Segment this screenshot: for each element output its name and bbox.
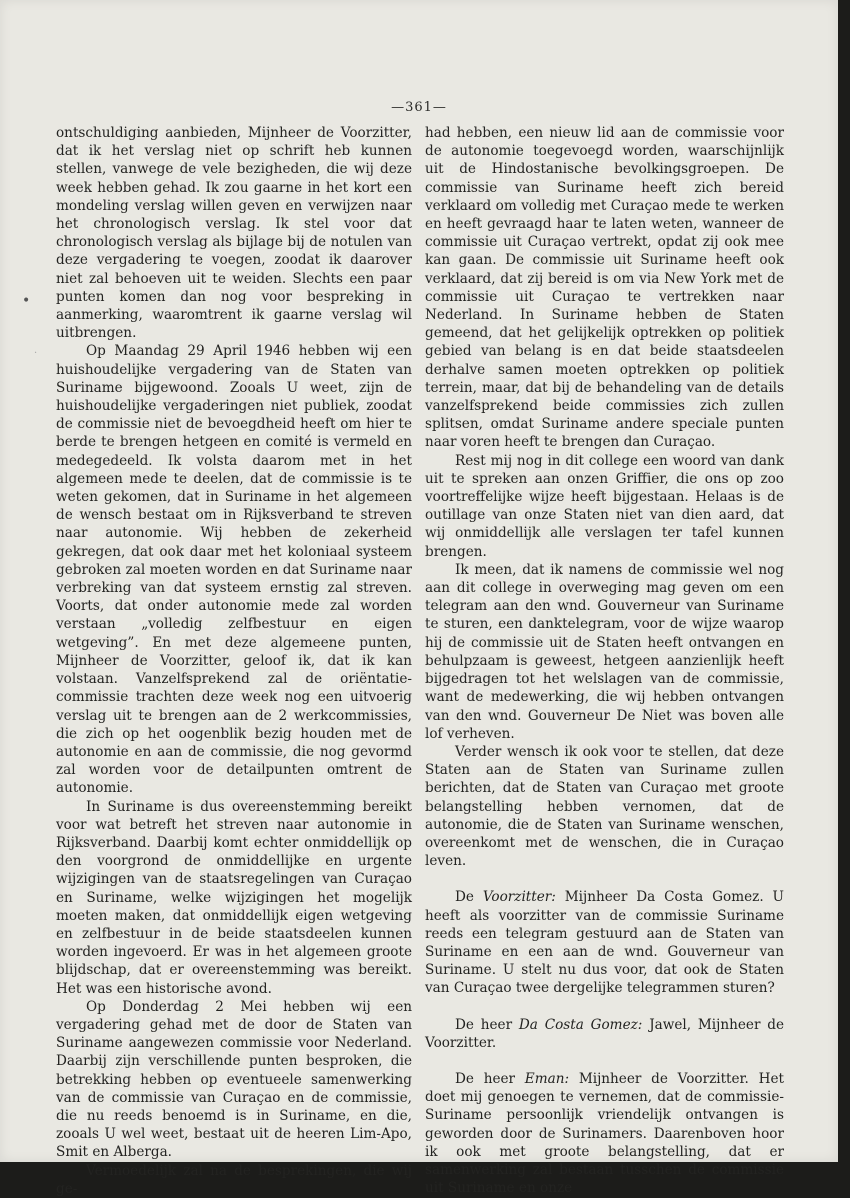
speech-text: Mijnheer Da Costa Gomez. U heeft als voorzitter van de commissie Suriname reeds een telegram gestuurd aan de Staten van Suriname en een aan de wnd. Gouverneur van Suriname. U stelt nu dus voor, dat ook de Staten van Curaçao twee dergelijke telegrammen sturen? <box>425 889 784 997</box>
paragraph: Rest mij nog in dit college een woord van dank uit te spreken aan onzen Griffier, die ons op zoo voortreffelijke wijze heeft bijgestaan. Helaas is de outillage van onze Staten niet van dien aard, dat wij onmiddellijk alle verslagen ter tafel kunnen brengen. <box>425 452 784 560</box>
paragraph: Ik meen, dat ik namens de commissie wel nog aan dit college in overweging mag geven om een telegram aan den wnd. Gouverneur van Suriname te sturen, een danktelegram, voor de wijze waarop hij de commissie uit de Staten heeft ontvangen en behulpzaam is geweest, hetgeen aanzienlijk heeft bijgedragen tot het welslagen van de commissie, want de medewerking, die wij hebben ontvangen van den wnd. Gouverneur De Niet was boven alle lof verheven. <box>425 561 784 742</box>
paragraph: In Suriname is dus overeenstemming bereikt voor wat betreft het streven naar autonomie in Rijksverband. Daarbij komt echter onmiddellijk op den voorgrond de onmiddellijke en urgente wijzigingen van de staatsregelingen van Curaçao en Suriname, welke wijzigingen het mogelijk moeten maken, dat onmiddellijk eigen wetgeving en zelfbestuur in de beide staatsdeelen kunnen worden ingevoerd. Er was in het algemeen groote blijdschap, dat er overeenstemming was bereikt. Het was een historische avond. <box>56 798 412 997</box>
paragraph: Op Maandag 29 April 1946 hebben wij een huishoudelijke vergadering van de Staten van Suriname bijgewoond. Zooals U weet, zijn de huishoudelijke vergaderingen niet publiek, zoodat de commissie niet de bevoegdheid heeft om hier te berde te brengen hetgeen en comité is vermeld en medegedeeld. Ik volsta daarom met in het algemeen mede te deelen, dat de commissie is te weten gekomen, dat in Suriname in het algemeen de wensch bestaat om in Rijksverband te streven naar autonomie. Wij hebben de zekerheid gekregen, dat ook daar met het koloniaal systeem gebroken zal moeten worden en dat Suriname naar verbreking van dat systeem ernstig zal streven. Voorts, dat onder autonomie mede zal worden verstaan „volledig zelfbestuur en eigen wetgeving”. En met deze algemeene punten, Mijnheer de Voorzitter, geloof ik, dat ik kan volstaan. Vanzelfsprekend zal de oriëntatie-commissie trachten deze week nog een uitvoerig verslag uit te brengen aan de 2 werkcommissies, die zich op het oogenblik bezig houden met de autonomie en aan de commissie, die nog gevormd zal worden voor de detailpunten omtrent de autonomie. <box>56 343 412 797</box>
speaker-name: Eman: <box>524 1070 570 1087</box>
left-column <box>56 124 412 1198</box>
page-number: —361— <box>391 100 447 115</box>
right-column <box>425 124 784 1197</box>
speech-prefix: De <box>455 889 474 906</box>
speech-text: Mijnheer de Voorzitter. Het doet mij genoegen te vernemen, dat de commissie-Suriname persoonlijk vriendelijk ontvangen is geworden door de Surinamers. Daarenboven hoor ik ook met groote belangstelling, dat er samenwerking zal bestaan tusschen de commissie uit Suriname en onze <box>425 1070 784 1197</box>
speech-eman <box>425 1070 784 1197</box>
speech-voorzitter <box>425 888 784 997</box>
speech-text: Jawel, Mijnheer de Voorzitter. <box>425 1016 785 1051</box>
speaker-name: Voorzitter: <box>482 889 556 906</box>
margin-faint-mark: · <box>34 348 38 359</box>
paragraph: ontschuldiging aanbieden, Mijnheer de Voorzitter, dat ik het verslag niet op schrift heb kunnen stellen, vanwege de vele bezigheden, die wij deze week hebben gehad. Ik zou gaarne in het kort een mondeling verslag willen geven en verwijzen naar het chronologisch verslag. Ik stel voor dat chronologisch verslag als bijlage bij de notulen van deze vergadering te voegen, zoodat ik daarover niet zal behoeven uit te weiden. Slechts een paar punten komen dan nog voor bespreking in aanmerking, waaromtrent ik gaarne verslag wil uitbrengen. <box>56 125 412 342</box>
paragraph: had hebben, een nieuw lid aan de commissie voor de autonomie toegevoegd worden, waarschijnlijk uit de Hindostanische bevolkingsgroepen. De commissie van Suriname heeft zich bereid verklaard om volledig met Curaçao mede te werken en heeft gevraagd haar te laten weten, wanneer de commissie uit Curaçao vertrekt, opdat zij ook mee kan gaan. De commissie uit Suriname heeft ook verklaard, dat zij bereid is om via New York met de commissie uit Curaçao te vertrekken naar Nederland. In Suriname hebben de Staten gemeend, dat het gelijkelijk optrekken op politiek gebied van belang is en dat beide staatsdeelen derhalve samen moeten optrekken op politiek terrein, maar, dat bij de behandeling van de details vanzelfsprekend beide commissies zich zullen splitsen, omdat Suriname andere speciale punten naar voren heeft te brengen dan Curaçao. <box>425 125 784 451</box>
speech-da-costa-gomez <box>425 1016 784 1052</box>
speech-prefix: De heer <box>455 1016 513 1033</box>
margin-dot-mark: • <box>22 293 31 309</box>
paragraph: Verder wensch ik ook voor te stellen, dat deze Staten aan de Staten van Suriname zullen berichten, dat de Staten van Curaçao met groote belangstelling hebben vernomen, dat de autonomie, die de Staten van Suriname wenschen, overeenkomt met de wenschen, die in Curaçao leven. <box>425 743 784 870</box>
speaker-name: Da Costa Gomez: <box>518 1016 643 1033</box>
paragraph: Vermoedelijk zal na de besprekingen, die wij ge- <box>56 1162 412 1197</box>
speech-prefix: De heer <box>455 1070 516 1087</box>
paragraph: Op Donderdag 2 Mei hebben wij een vergadering gehad met de door de Staten van Suriname aangewezen commissie voor Nederland. Daarbij zijn verschillende punten besproken, die betrekking hebben op eventueele samenwerking van de commissie van Curaçao en de commissie, die nu reeds benoemd is in Suriname, en die, zooals U wel weet, bestaat uit de heeren Lim-Apo, Smit en Alberga. <box>56 998 412 1161</box>
